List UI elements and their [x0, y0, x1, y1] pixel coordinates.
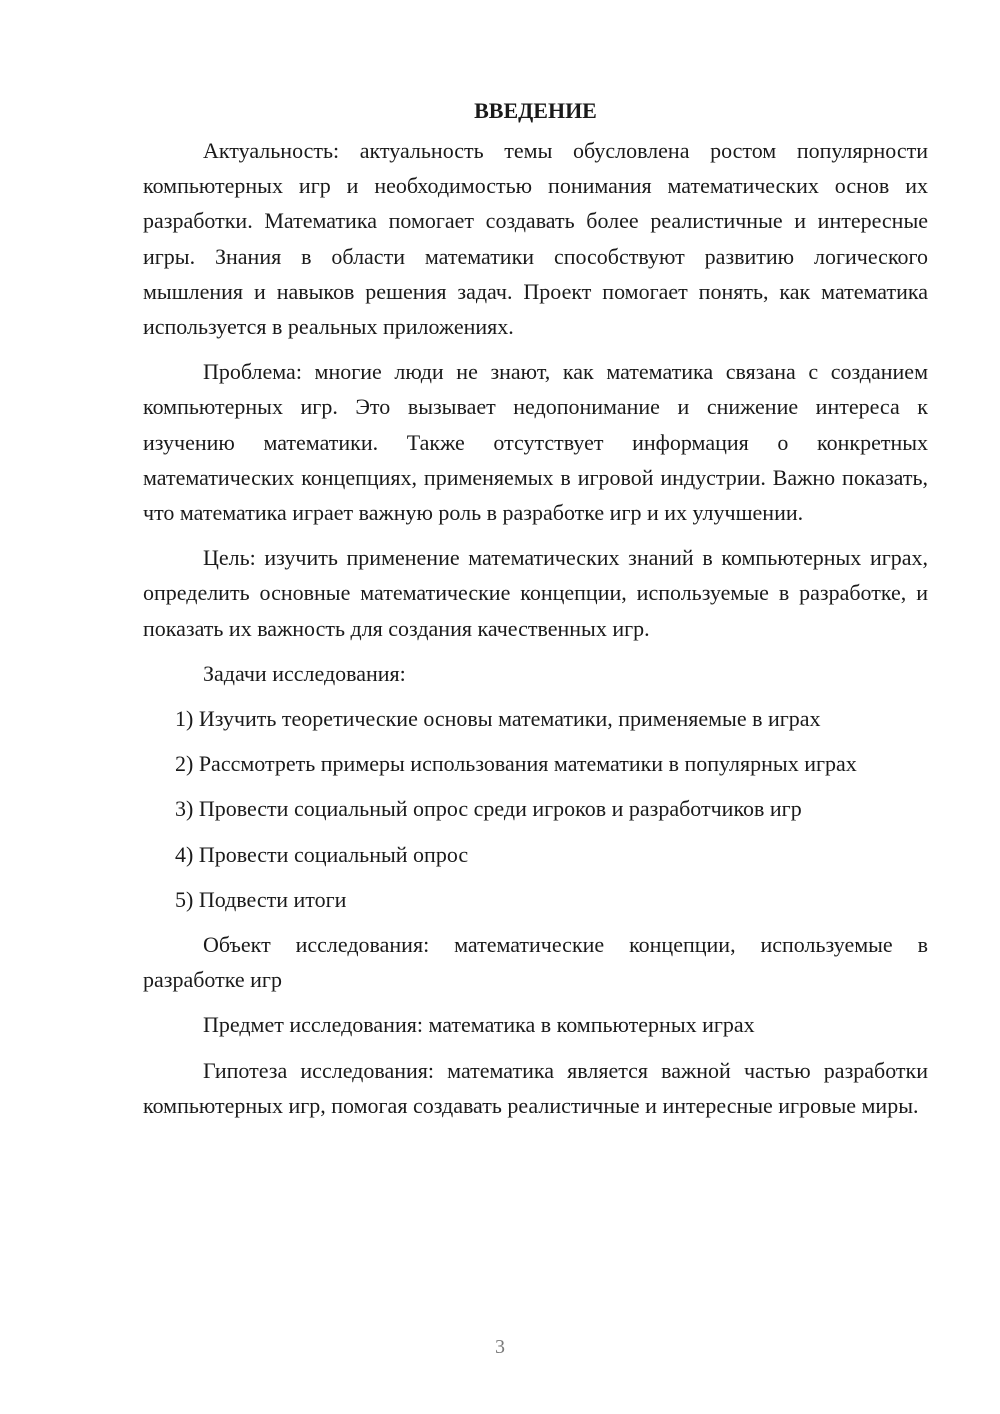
relevance-paragraph: Актуальность: актуальность темы обусловлена ростом популярности компьютерных игр и необходимостью понимания математических основ их разработки. Математика помогает создавать более реалистичные и интересные игры. Знания в области математики способствуют развитию логического мышления и навыков решения задач. Проект помогает понять, как математика используется в реальных приложениях. [143, 138, 928, 340]
hypothesis-paragraph: Гипотеза исследования: математика является важной частью разработки компьютерных игр, помогая создавать реалистичные и интересные игровые миры. [143, 1057, 928, 1118]
object-paragraph: Объект исследования: математические концепции, используемые в разработке игр [143, 932, 928, 993]
subject-paragraph: Предмет исследования: математика в компьютерных играх [203, 1012, 755, 1038]
task-item-2: 2) Рассмотреть примеры использования математики в популярных играх [175, 751, 857, 777]
task-item-3: 3) Провести социальный опрос среди игроков и разработчиков игр [175, 796, 802, 822]
page-title: ВВЕДЕНИЕ [474, 98, 597, 123]
problem-paragraph: Проблема: многие люди не знают, как математика связана с созданием компьютерных игр. Это вызывает недопонимание и снижение интереса к изучению математики. Также отсутствует информация о конкретных математических концепциях, применяемых в игровой индустрии. Важно показать, что математика играет важную роль в разработке игр и их улучшении. [143, 359, 928, 526]
task-item-1: 1) Изучить теоретические основы математики, применяемые в играх [175, 706, 821, 732]
task-item-5: 5) Подвести итоги [175, 886, 347, 912]
page-number: 3 [495, 1336, 505, 1358]
page-content [143, 93, 928, 1123]
goal-paragraph: Цель: изучить применение математических знаний в компьютерных играх, определить основные математические концепции, используемые в разработке, и показать их важность для создания качественных игр. [143, 545, 928, 641]
tasks-heading: Задачи исследования: [203, 660, 406, 686]
task-item-4: 4) Провести социальный опрос [175, 841, 469, 867]
